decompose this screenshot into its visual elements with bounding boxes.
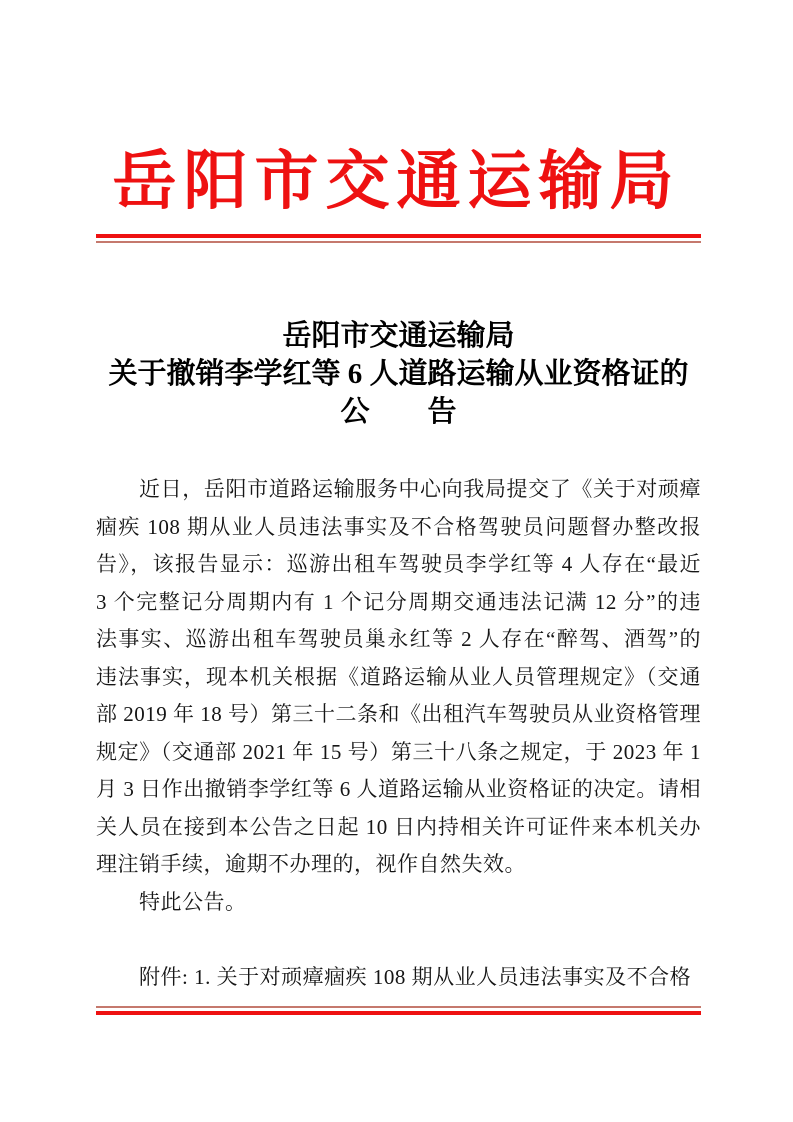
body-line: 关人员在接到本公告之日起 10 日内持相关许可证件来本机关办 xyxy=(96,814,701,839)
body-line: 法事实、巡游出租车驾驶员巢永红等 2 人存在“醉驾、酒驾”的 xyxy=(96,627,701,651)
body-line: 部 2019 年 18 号）第三十二条和《出租汽车驾驶员从业资格管理 xyxy=(96,702,701,726)
letterhead-double-rule xyxy=(96,234,701,243)
blank-line xyxy=(96,921,701,959)
title-line-gonggao: 公 告 xyxy=(340,396,457,428)
body-line: 规定》（交通部 2021 年 15 号）第三十八条之规定，于 2023 年 1 xyxy=(96,739,701,764)
body-line: 3 个完整记分周期内有 1 个记分周期交通违法记满 12 分”的违 xyxy=(96,589,701,614)
document-title xyxy=(96,317,701,431)
title-line-agency: 岳阳市交通运输局 xyxy=(282,320,515,352)
footer-double-rule xyxy=(96,1006,701,1015)
closing-statement: 特此公告。 xyxy=(139,889,247,914)
body-line: 近日，岳阳市道路运输服务中心向我局提交了《关于对顽瘴 xyxy=(139,477,701,501)
rule-thick-line xyxy=(96,1011,701,1015)
attachment-line: 附件: 1. 关于对顽瘴痼疾 108 期从业人员违法事实及不合格 xyxy=(139,964,692,989)
body-line: 痼疾 108 期从业人员违法事实及不合格驾驶员问题督办整改报 xyxy=(96,514,701,539)
body-line: 违法事实，现本机关根据《道路运输从业人员管理规定》（交通 xyxy=(96,664,701,689)
rule-thin-line xyxy=(96,241,701,243)
body-line: 理注销手续，逾期不办理的，视作自然失效。 xyxy=(96,852,526,876)
body-line: 月 3 日作出撤销李学红等 6 人道路运输从业资格证的决定。请相 xyxy=(96,777,701,801)
notice-body xyxy=(96,471,701,996)
title-line-subject: 关于撤销李学红等 6 人道路运输从业资格证的 xyxy=(108,358,689,390)
letterhead-agency-name: 岳阳市交通运输局 xyxy=(112,146,681,217)
body-line: 告》，该报告显示：巡游出租车驾驶员李学红等 4 人存在“最近 xyxy=(96,552,701,576)
